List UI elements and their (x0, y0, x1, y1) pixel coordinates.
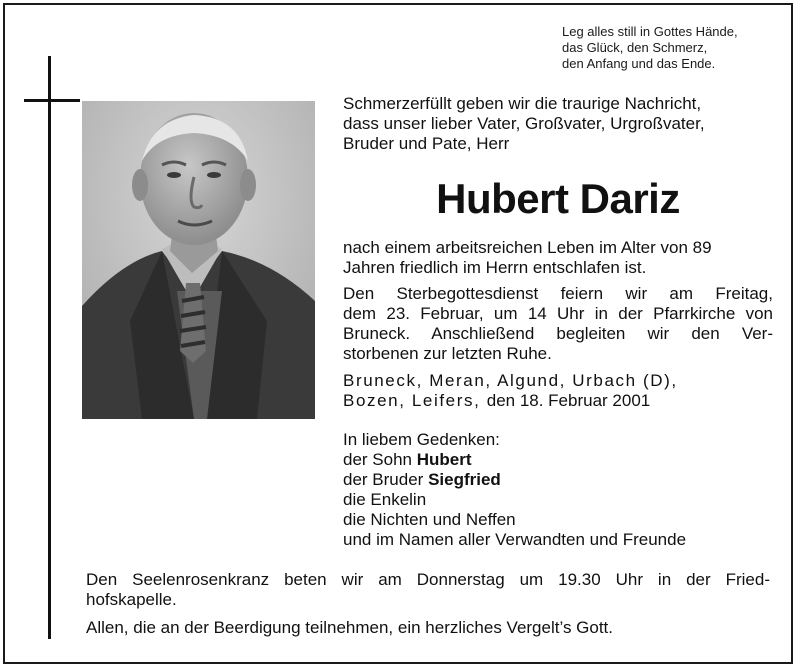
mourner-brother (343, 470, 783, 490)
mourner-nieces-nephews: die Nichten und Neffen (343, 510, 516, 529)
mourner-name: Hubert (416, 450, 472, 469)
mourner-others: und im Namen aller Verwandten und Freunde (343, 530, 687, 549)
passing-line: Jahren friedlich im Herrn entschlafen ist. (343, 258, 647, 277)
mourners-heading: In liebem Gedenken: (343, 430, 500, 449)
service-paragraph (343, 284, 773, 364)
mourner-son (343, 450, 783, 470)
deceased-name: Hubert Dariz (436, 175, 680, 222)
announcement-intro (343, 94, 773, 154)
places-and-date (343, 371, 773, 411)
places-line: Bozen, Leifers, (343, 391, 481, 410)
intro-line: dass unser lieber Vater, Großvater, Urgroßvater, (343, 114, 705, 133)
service-line: Bruneck. Anschließend begleiten wir den Ver- (343, 324, 773, 343)
cross-icon-bar (24, 99, 80, 102)
mourner-grandchildren: die Enkelin (343, 490, 427, 509)
cross-icon (48, 56, 51, 639)
mourners-list (343, 430, 783, 550)
rosary-paragraph (86, 570, 770, 610)
rosary-line: hofskapelle. (86, 590, 177, 609)
motto-line: Leg alles still in Gottes Hände, (562, 24, 738, 39)
notice-date: den 18. Februar 2001 (486, 391, 651, 410)
mourner-relation: der Sohn (343, 450, 412, 469)
places-line: Bruneck, Meran, Algund, Urbach (D), (343, 371, 678, 390)
intro-line: Schmerzerfüllt geben wir die traurige Nachricht, (343, 94, 702, 113)
mourner-name: Siegfried (428, 470, 501, 489)
mourner-relation: der Bruder (343, 470, 424, 489)
service-line: storbenen zur letzten Ruhe. (343, 344, 552, 363)
thanks-line: Allen, die an der Beerdigung teilnehmen, ein herzliches Vergelt’s Gott. (86, 618, 614, 637)
passing-paragraph (343, 238, 773, 278)
motto-line: den Anfang und das Ende. (562, 56, 716, 71)
portrait-photo (82, 101, 315, 419)
passing-line: nach einem arbeitsreichen Leben im Alter von 89 (343, 238, 712, 257)
motto-line: das Glück, den Schmerz, (562, 40, 708, 55)
rosary-line: Den Seelenrosenkranz beten wir am Donnerstag um 19.30 Uhr in der Fried- (86, 570, 770, 589)
places-date-line (343, 391, 773, 411)
motto-verse (562, 24, 782, 72)
service-line: Den Sterbegottesdienst feiern wir am Freitag, (343, 284, 773, 303)
service-line: dem 23. Februar, um 14 Uhr in der Pfarrkirche von (343, 304, 773, 323)
intro-line: Bruder und Pate, Herr (343, 134, 510, 153)
